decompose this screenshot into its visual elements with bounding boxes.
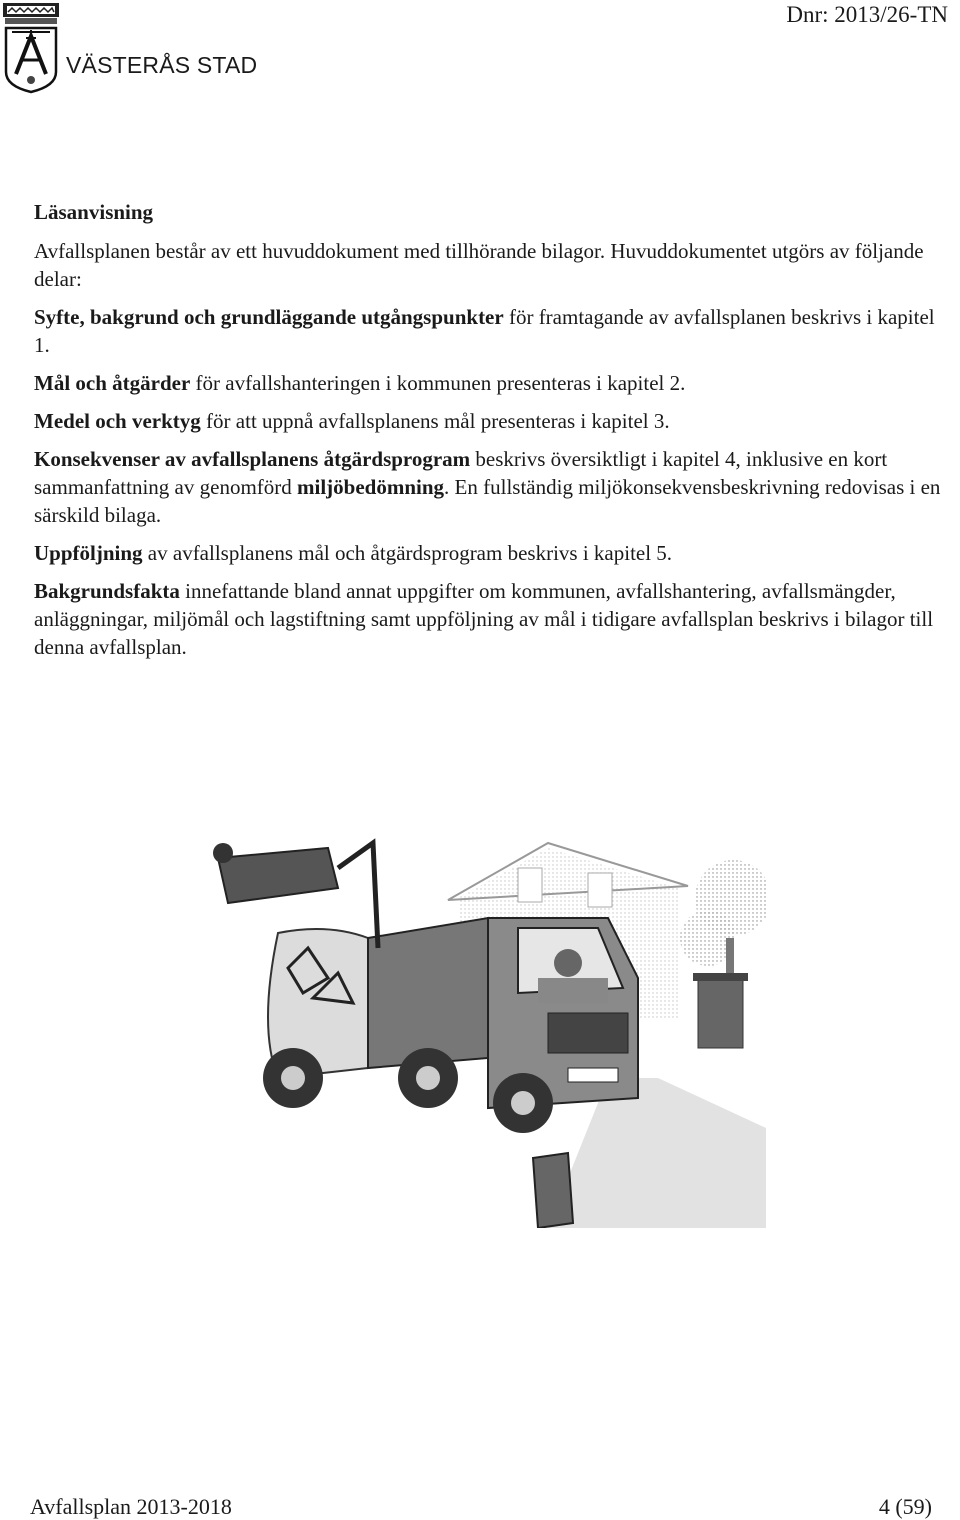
document-number: Dnr: 2013/26-TN [786, 2, 948, 27]
paragraph-followup-bold: Uppföljning [34, 541, 143, 565]
reading-guide-section [34, 200, 946, 671]
paragraph-purpose-text: för framtagande av avfallsplanen beskrivs i kapitel 1. [34, 305, 935, 357]
paragraph-purpose-bold: Syfte, bakgrund och grundläggande utgångspunkter [34, 305, 504, 329]
section-heading: Läsanvisning [34, 200, 154, 224]
footer-title: Avfallsplan 2013-2018 [30, 1494, 232, 1519]
paragraph-consequences-text: beskrivs översiktligt i kapitel 4, inklusive en kort sammanfattning av genomförd [34, 447, 888, 499]
paragraph-purpose [34, 303, 946, 359]
paragraph-tools [34, 407, 946, 435]
paragraph-consequences-bold: Konsekvenser av avfallsplanens åtgärdsprogram [34, 447, 471, 471]
paragraph-consequences-text2: . En fullständig miljökonsekvensbeskrivning redovisas i en särskild bilaga. [34, 475, 941, 527]
paragraph-background [34, 577, 946, 661]
paragraph-consequences-bold2: miljöbedömning [297, 475, 445, 499]
paragraph-tools-text: för att uppnå avfallsplanens mål presenteras i kapitel 3. [200, 409, 670, 433]
paragraph-followup [34, 539, 946, 567]
organization-name: VÄSTERÅS STAD [66, 52, 258, 78]
paragraph-followup-text: av avfallsplanens mål och åtgärdsprogram beskrivs i kapitel 5. [142, 541, 673, 565]
paragraph-goals [34, 369, 946, 397]
paragraph-consequences [34, 445, 946, 529]
intro-paragraph: Avfallsplanen består av ett huvuddokument med tillhörande bilagor. Huvuddokumentet utgörs av följande delar: [34, 239, 924, 291]
garbage-truck-illustration [188, 828, 766, 1228]
paragraph-background-text: innefattande bland annat uppgifter om kommunen, avfallshantering, avfallsmängder, anläggningar, miljömål och lagstiftning samt uppföljning av mål i tidigare avfallsplan beskrivs i bilagor till denna avfallsplan. [34, 579, 934, 659]
paragraph-goals-bold: Mål och åtgärder [34, 371, 191, 395]
paragraph-goals-text: för avfallshanteringen i kommunen presenteras i kapitel 2. [190, 371, 686, 395]
page-number: 4 (59) [878, 1494, 932, 1519]
coat-of-arms-icon [2, 2, 60, 94]
paragraph-background-bold: Bakgrundsfakta [34, 579, 180, 603]
paragraph-tools-bold: Medel och verktyg [34, 409, 201, 433]
